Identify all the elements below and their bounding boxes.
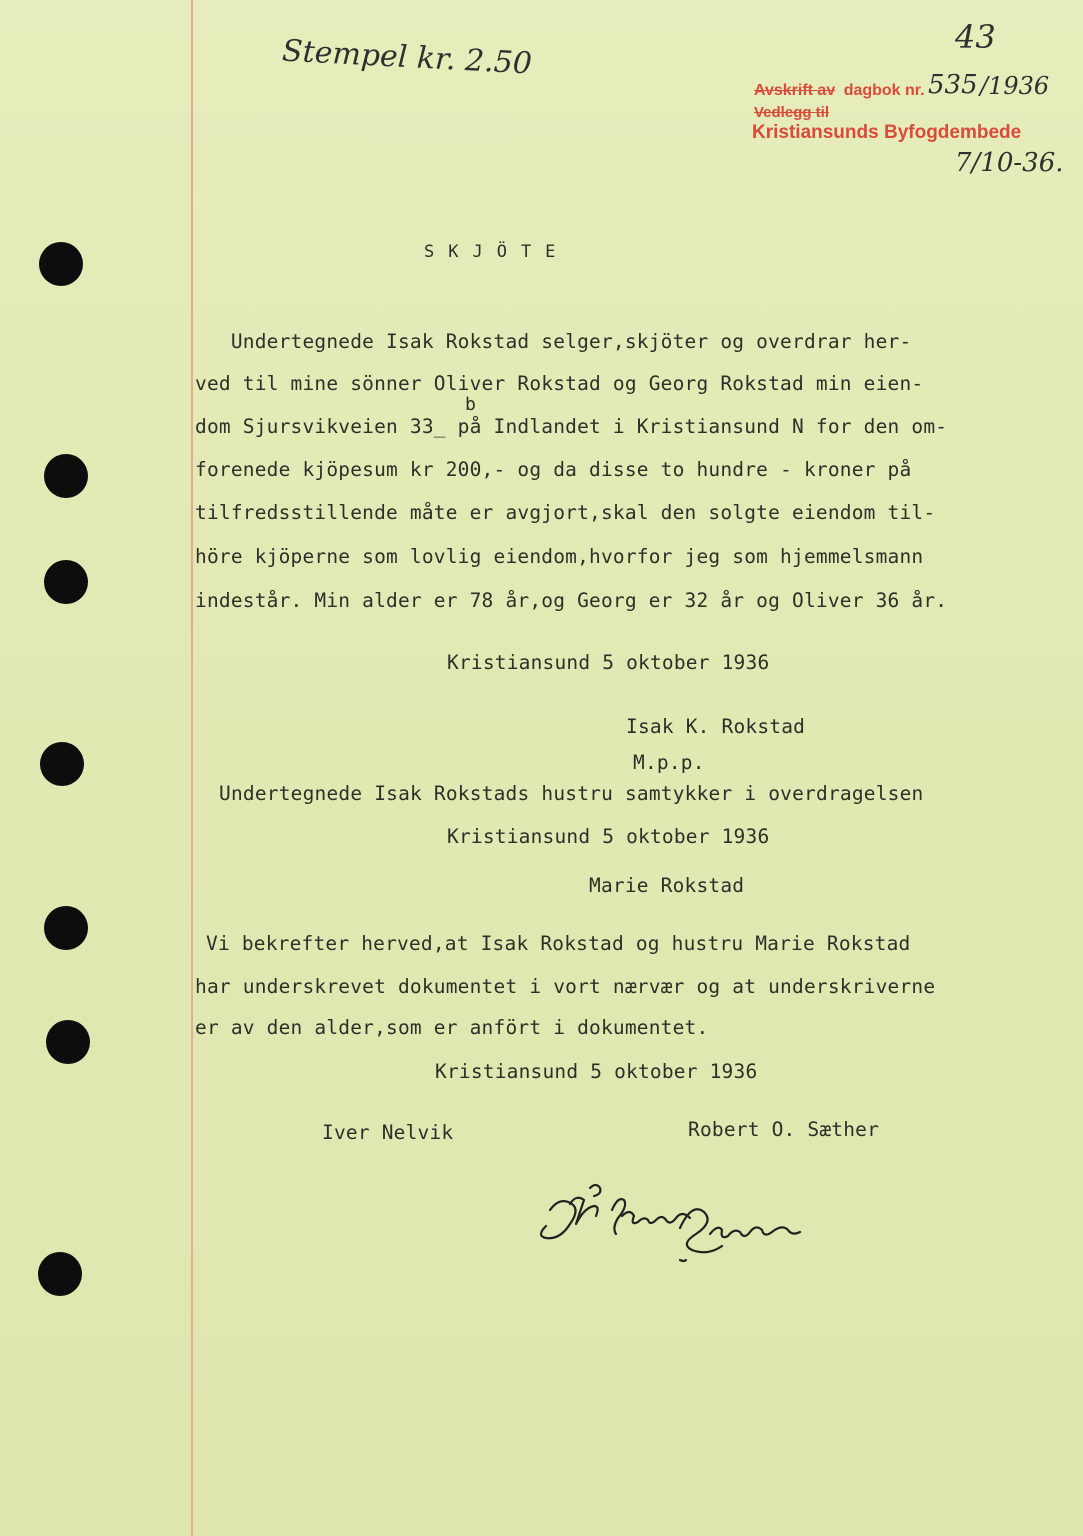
witness-line: har underskrevet dokumentet i vort nærvær og at underskriverne — [195, 975, 936, 998]
binder-hole — [46, 1020, 90, 1064]
stamp-line-1 — [754, 82, 925, 100]
witness-line: Vi bekrefter herved,at Isak Rokstad og hustru Marie Rokstad — [206, 932, 911, 955]
paragraph-line: Undertegnede Isak Rokstad selger,skjöter og overdrar her- — [195, 330, 912, 353]
binder-hole — [39, 242, 83, 286]
page-number: 43 — [955, 18, 996, 56]
superscript-b: b — [465, 394, 477, 415]
paragraph-line: ved til mine sönner Oliver Rokstad og Georg Rokstad min eien- — [195, 372, 924, 395]
signer-name: Isak K. Rokstad — [626, 715, 806, 738]
binder-hole — [44, 454, 88, 498]
stamp-dagbok: dagbok nr. — [843, 82, 925, 99]
binder-hole — [44, 906, 88, 950]
witness-name: Iver Nelvik — [322, 1121, 454, 1144]
paragraph-line: tilfredsstillende måte er avgjort,skal den solgte eiendom til- — [195, 501, 936, 524]
paragraph-line: dom Sjursvikveien 33_ på Indlandet i Kristiansund N for den om- — [195, 415, 948, 438]
document-title: SKJÖTE — [424, 242, 570, 262]
margin-line — [191, 0, 193, 1536]
place-date: Kristiansund 5 oktober 1936 — [447, 825, 770, 848]
handwritten-signature — [530, 1170, 880, 1280]
paragraph-line: forenede kjöpesum kr 200,- og da disse to hundre - kroner på — [195, 458, 912, 481]
binder-hole — [44, 560, 88, 604]
signer-note: M.p.p. — [633, 751, 705, 774]
binder-hole — [38, 1252, 82, 1296]
stamp-journal-number: 535 — [928, 70, 978, 100]
paragraph-line: indestår. Min alder er 78 år,og Georg er 32 år og Oliver 36 år. — [195, 589, 948, 612]
place-date: Kristiansund 5 oktober 1936 — [447, 651, 770, 674]
stamp-prefix: Avskrift av — [754, 82, 836, 99]
stamp-line-2: Vedlegg til — [754, 104, 830, 121]
binder-hole — [40, 742, 84, 786]
witness-line: er av den alder,som er anfört i dokumentet. — [195, 1016, 709, 1039]
stamp-journal-year: /1936 — [980, 72, 1050, 100]
signer-name: Marie Rokstad — [589, 874, 745, 897]
consent-line: Undertegnede Isak Rokstads hustru samtykker i overdragelsen — [219, 782, 924, 805]
stamp-fee-note: Stempel kr. 2.50 — [281, 33, 533, 82]
place-date: Kristiansund 5 oktober 1936 — [435, 1060, 758, 1083]
paragraph-line: höre kjöperne som lovlig eiendom,hvorfor jeg som hjemmelsmann — [195, 545, 924, 568]
stamp-line-3: Kristiansunds Byfogdembede — [752, 122, 1022, 143]
stamp-date: 7/10-36. — [955, 148, 1064, 178]
witness-name: Robert O. Sæther — [688, 1118, 880, 1141]
